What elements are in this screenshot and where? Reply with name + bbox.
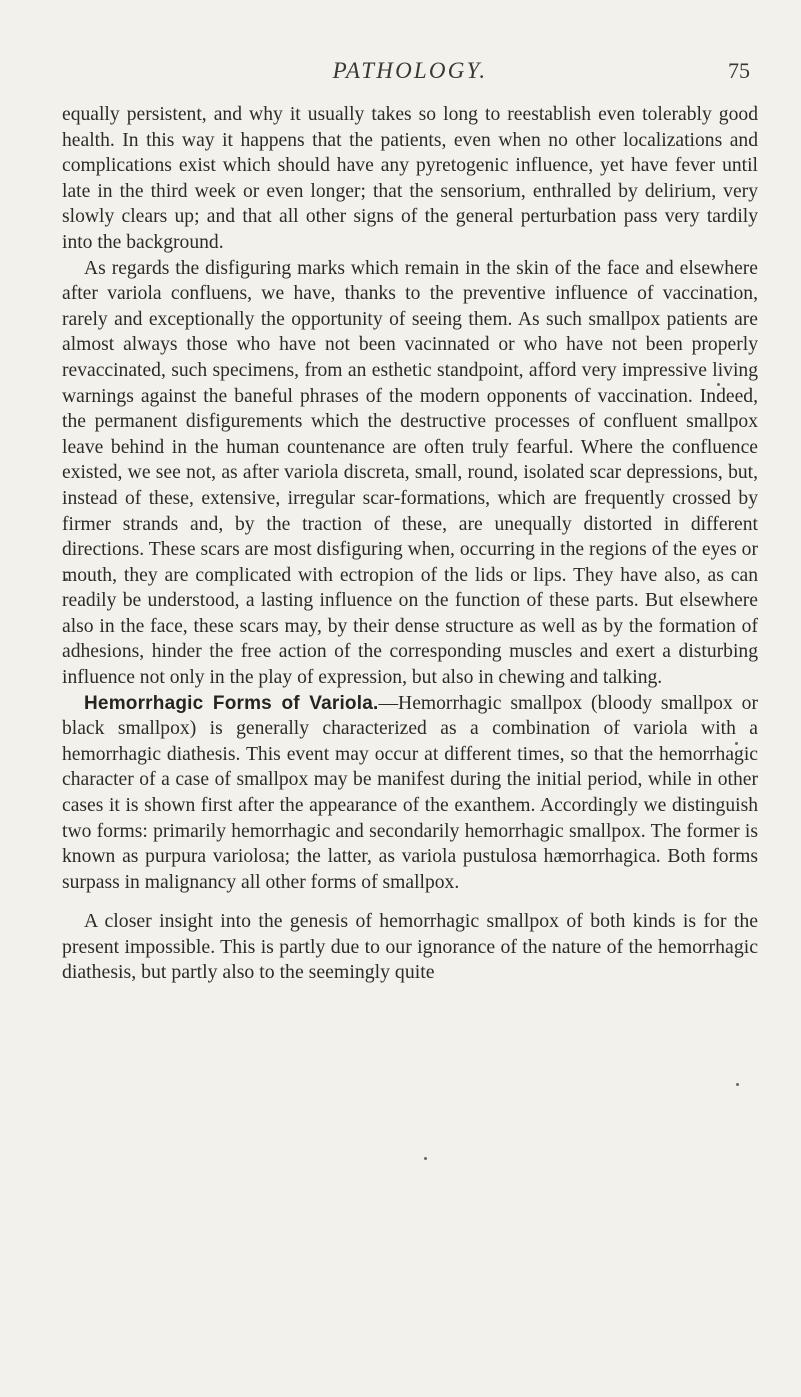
section-body: —Hemorrhagic smallpox (bloody smallpox or black smallpox) is generally characterized as a combination of variola with a hemorrhagic diathesis. This event may occur at different times, so that the hemorrhagic character of a case of smallpox may be manifest during the initial period, while in other cases it is shown first after the appearance of the exanthem. Accordingly we distinguish two forms: primarily hemorrhagic and secondarily hemorrhagic smallpox. The former is known as purpura variolosa; the latter, as variola pustulosa hæmorrhagica. Both forms surpass in malignancy all other forms of smallpox. bbox=[62, 692, 758, 893]
paragraph-disfiguring-marks: As regards the disfiguring marks which remain in the skin of the face and elsewhere after variola confluens, we have, thanks to the preventive influence of vaccination, rarely and exceptionally the opportunity of seeing them. As such smallpox patients are almost always those who have not been vacinnated or who have not been properly revaccinated, such specimens, from an esthetic standpoint, afford very impressive living warnings against the baneful phrases of the modern opponents of vaccination. Indeed, the permanent disfigurements which the destructive processes of confluent smallpox leave behind in the human countenance are often truly fearful. Where the confluence existed, we see not, as after variola discreta, small, round, isolated scar depressions, but, instead of these, extensive, irregular scar-formations, which are frequently crossed by firmer strands and, by the traction of these, are unequally distorted in different directions. These scars are most disfiguring when, occurring in the regions of the eyes or mouth, they are complicated with ectropion of the lids or lips. They have also, as can readily be understood, a lasting influence on the function of these parts. But elsewhere also in the face, these scars may, by their dense structure as well as by the formation of adhesions, hinder the free action of the corresponding muscles and exert a disturbing influence not only in the play of expression, but also in chewing and talking. bbox=[62, 257, 758, 689]
book-page bbox=[62, 58, 758, 1358]
paragraph-continuation: equally persistent, and why it usually takes so long to reestablish even tolerably good health. In this way it happens that the patients, even when no other localizations and complications exist which should have any pyretogenic influence, yet have fever until late in the third week or even longer; that the sensorium, enthralled by delirium, very slowly clears up; and that all other signs of the general perturbation pass very tardily into the background. bbox=[62, 104, 758, 253]
paragraph-closer-insight: A closer insight into the genesis of hemorrhagic smallpox of both kinds is for the present impossible. This is partly due to our ignorance of the nature of the hemorrhagic diathesis, but partly also to the seemingly quite bbox=[62, 910, 758, 984]
paragraph-gap bbox=[62, 895, 758, 909]
page-number: 75 bbox=[728, 58, 750, 83]
section-hemorrhagic-forms bbox=[62, 691, 758, 896]
running-title: PATHOLOGY. bbox=[332, 58, 488, 83]
section-heading: Hemorrhagic Forms of Variola. bbox=[84, 692, 379, 714]
running-header bbox=[62, 58, 758, 98]
